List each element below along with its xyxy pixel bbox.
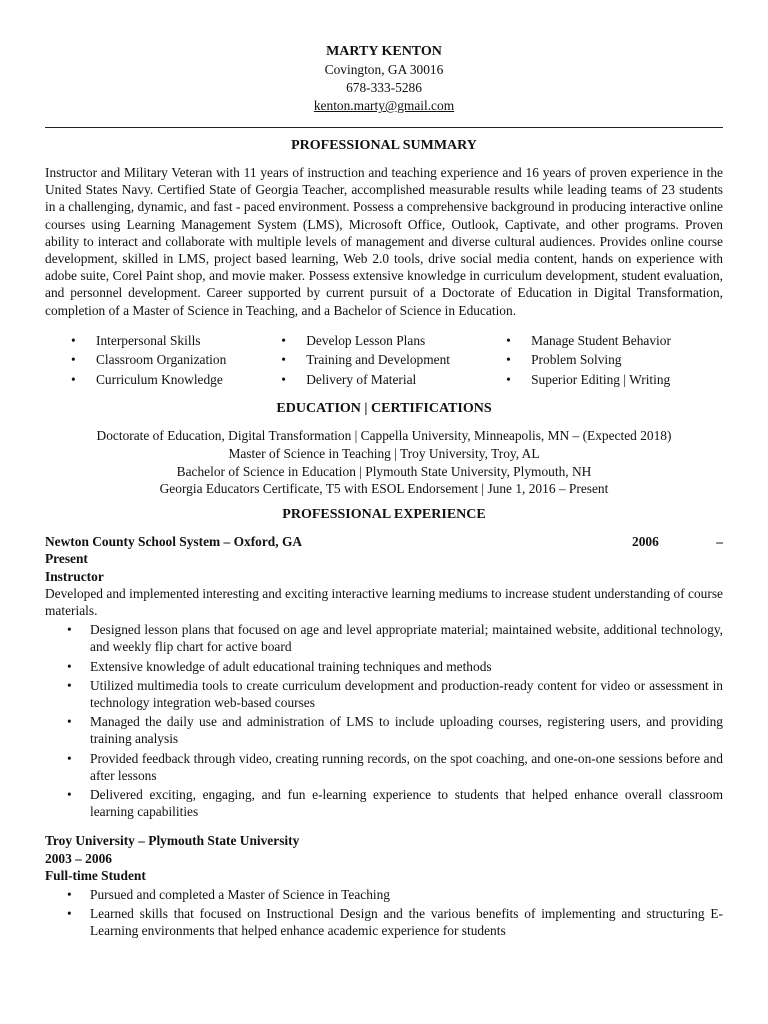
skill-item: • Develop Lesson Plans <box>273 331 498 351</box>
list-item: • Provided feedback through video, creating running records, on the spot coaching, and one-on-one sessions before and after lessons <box>45 750 723 784</box>
list-item: • Delivered exciting, engaging, and fun e-learning experience to students that helped enhance overall classroom learning capabilities <box>45 786 723 820</box>
list-item: • Pursued and completed a Master of Science in Teaching <box>45 886 723 903</box>
job-bullets <box>45 886 723 940</box>
job-bullets <box>45 621 723 820</box>
skill-item: • Manage Student Behavior <box>498 331 723 351</box>
candidate-name: MARTY KENTON <box>326 44 442 59</box>
start-year: 2006 <box>632 534 659 550</box>
job-title: Instructor <box>45 568 104 584</box>
skill-item: • Training and Development <box>273 350 498 370</box>
summary-text: Instructor and Military Veteran with 11 years of instruction and teaching experience and 16 years of proven experience in the United States Navy. Certified State of Georgia Teacher, accomplished measurable results while leading teams of 23 students in a challenging, dynamic, and fast - paced environment. Possess a comprehensive background in producing interactive online courses using Learning Management System (LMS), Microsoft Office, Outlook, Captivate, and other programs. Proven ability to interact and collaborate with multiple levels of management and diverse cultural audiences. Provides online course development, skilled in LMS, project based learning, Web 2.0 tools, drive social media content, hands on experience with adobe suite, Corel Paint shop, and movie maker. Possess extensive knowledge in curriculum development, student evaluation, and personnel development. Career supported by current pursuit of a Doctorate of Education in Digital Transformation, completion of a Master of Science in Teaching, and a Bachelor of Science in Education. <box>45 165 723 318</box>
skill-item: • Interpersonal Skills <box>63 331 273 351</box>
education-list <box>45 427 723 498</box>
list-item: • Learned skills that focused on Instructional Design and the various benefits of implementing and structuring E-Learning environments that helped enhance academic experience for students <box>45 905 723 939</box>
list-item: • Utilized multimedia tools to create curriculum development and production-ready content for video or assessment in technology integration web-based courses <box>45 677 723 711</box>
skill-item: • Problem Solving <box>498 350 723 370</box>
list-item: • Extensive knowledge of adult educational training techniques and methods <box>45 658 723 675</box>
job-dates: 2003 – 2006 <box>45 850 112 866</box>
job-description: Developed and implemented interesting and exciting interactive learning mediums to increase student understanding of course materials. <box>45 585 723 618</box>
contact-header <box>45 43 723 115</box>
date-dash: – <box>716 534 723 550</box>
experience-heading: PROFESSIONAL EXPERIENCE <box>282 507 486 523</box>
job-troy <box>45 832 723 939</box>
skill-item: • Classroom Organization <box>63 350 273 370</box>
list-item: • Managed the daily use and administration of LMS to include uploading courses, registering users, and providing training analysis <box>45 713 723 747</box>
phone: 678-333-5286 <box>346 80 422 95</box>
education-item: Doctorate of Education, Digital Transformation | Cappella University, Minneapolis, MN – (Expected 2018) <box>96 428 672 444</box>
skills-column-2 <box>273 331 498 390</box>
summary-heading: PROFESSIONAL SUMMARY <box>291 138 477 153</box>
skills-list <box>63 331 723 390</box>
employer: Troy University – Plymouth State University <box>45 833 300 849</box>
skill-item: • Curriculum Knowledge <box>63 370 273 390</box>
skills-column-3 <box>498 331 723 390</box>
skills-column-1 <box>63 331 273 390</box>
job-title: Full-time Student <box>45 867 146 883</box>
job-header <box>45 533 723 550</box>
job-dates <box>632 533 723 550</box>
job-newton <box>45 533 723 820</box>
list-item: • Designed lesson plans that focused on age and level appropriate material; maintained website, additional technology, and weekly flip chart for active board <box>45 621 723 655</box>
education-heading: EDUCATION | CERTIFICATIONS <box>276 401 492 417</box>
education-item: Georgia Educators Certificate, T5 with ESOL Endorsement | June 1, 2016 – Present <box>159 481 609 497</box>
end-date: Present <box>45 551 88 567</box>
education-item: Master of Science in Teaching | Troy University, Troy, AL <box>228 446 540 462</box>
employer: Newton County School System – Oxford, GA <box>45 534 303 550</box>
header-divider <box>45 127 723 128</box>
skill-item: • Superior Editing | Writing <box>498 370 723 390</box>
location: Covington, GA 30016 <box>324 62 444 77</box>
skill-item: • Delivery of Material <box>273 370 498 390</box>
email-link[interactable]: kenton.marty@gmail.com <box>313 98 455 113</box>
education-item: Bachelor of Science in Education | Plymouth State University, Plymouth, NH <box>176 463 592 479</box>
